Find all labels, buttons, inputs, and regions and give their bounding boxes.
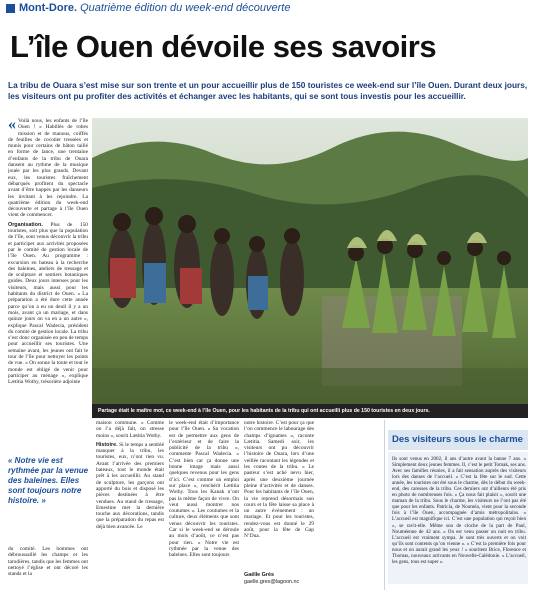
byline [244,572,334,585]
byline-email: gaelle.gres@lagoon.nc [244,578,300,585]
photo-illustration [92,118,528,404]
section-subtitle: Quatrième édition du week-end découverte [80,2,291,14]
col1-intro: Voilà nous, les enfants de l’île Ouen ! » Habillés de robes mission et de manous, coiffés de feuilles de cocotier tressées et munis pour certains de bâton taillé en forme de lance, une trentaine d’enfants de la tribu de Ouara dansent au rythme de la musique jouée par les plus grands. Devant eux, les touristes fraîchement débarqués profitent du spectacle avant d’être happés par les danseurs les invitant à les rejoindre. La quatrième édition du week-end découverte et partage à l’île Ouen vient de commencer. [8,118,88,219]
column-3: le week-end était d’importance pour l’île Ouen. « Sa vocation est de permettre aux gens de l’extérieur et de faire la publicité de la tribu », commente Pascal Wadecia. « C’est bien car ça donne une bonne image mais aussi quelques revenus pour les gens d’ici. C’est comme un emploi sur place », renchérit Lætitia Wothy. Tous les Kanak n’ont pas la même façon de vivre. On veut aussi montrer nos coutumes ». Les coutumes et la culture, deux éléments que sont venus découvrir les touristes. Car si le week-end se déroule au mois d’août, ce n’est pas pour rien. « Notre vie est rythmée par la venue des baleines. Elles sont toujours [169,420,239,559]
sidebar-divider [384,420,385,590]
article-photo [92,118,528,404]
article-lede: La tribu de Ouara s’est mise sur son trente et un pour accueillir plus de 150 touristes ce week-end sur l’île Ouen. Durant deux jours, les visiteurs ont pu profiter des activités et échanger avec les habitants, qui se sont tous investis pour les accueillir. [8,80,528,101]
sidebar-title: Des visiteurs sous le charme [392,434,523,445]
section-name: Mont-Dore. [19,2,78,14]
org-label: Organisation. [8,221,43,228]
article-headline: L’île Ouen dévoile ses savoirs [10,29,437,64]
sidebar-text: Ils sont venus en 2002, il ans d’autre avant la banne 7 ans. « Simplement deux jeunes femmes. Il, c’est le petit Tomak, ses ans. Avec ses familles réunies, il a fait sensation auprès des visiteurs lors des danses de l’accueil. « C’est la fête sur le sud. Cette année, les touristes ont été sous le charme, dès le début du week-end, des caresses de la tribu. Ces derniers ont d’ailleurs été pris en photo de nombreuses fois. « Ça nous fait plaisir », sourit une maman de la tribu. Sous le charme, les visiteurs ne l’ont pas été que pour les enfants. Patricia, de Nouméa, vient pour la seconde fois à l’île Ouen, accompagnée d’amis métropolitains. « L’accueil est magnifique ici. C’est une population qui reçoit bien », se ravit-elle. Même son de cloche de la part de Paul, Nouméenne de 42 ans. « On est venu passer un nuit en tribu. L’accueil est vraiment sympa. Je sont très ouverts et on voit qu’ils sont contents qu’on vienne ». « C’est la première fois pour nous et on aurait grand les yeux ! » souritent Brice, Florence et Thomas, nouveaux arrivants en Nouvelle-Calédonie. « L’accueil, les gens, tous est super ». [392,456,526,565]
column-4: notre histoire. C’est pour ça que l’on commence le labourage des champs d’ignames », raconte Lætitia. Samedi soir, les visiteurs ont pu découvrir l’histoire de Ouara, lors d’une veillée racontant les légendes et les contes de la tribu. « Le pasteur s’est aché nevu hier, après une deuxième journée pleine d’activités et de danses. Pour les habitants de l’île Ouen, la vie reprend désormais son cours et la fête laisse sa place à un autre événement : un mariage. Et pour les touristes, rendez-vous est donné le 29 août, pour la fête de Gap N’Dua. [244,420,314,540]
byline-name: Gaëlle Grès [244,572,274,578]
section-kicker [19,2,290,15]
col2-intro: maison commune. « Comme on l’a déjà fait, on stresse moins », sourit Lætitia Wothy. [96,420,164,439]
history-label: Histoire. [96,441,118,448]
column-1 [8,118,88,449]
photo-caption: Partage était le maître mot, ce week-end à l’île Ouen, pour les habitants de la tribu qui ont accueilli plus de 150 touristes en deux jours. [92,404,528,418]
drop-quote-icon: « [8,118,16,133]
pull-quote: « Notre vie est rythmée par la venue des baleines. Elles sont toujours notre histoire. » [8,456,89,505]
col2-body: Si le temps a semblé manquer à la tribu, les touristes, eux, n’ont rien vu. Avant l’arrivée des premiers bateaux, tout le monde était prêt à les accueillir. Au stand de sculpture, les garçons ont apporté du bois et disposé les pièces destinées à être vendues. Au stand de tressage, Emestine met la dernière touche aux décorations, tandis que la préparation du repas est déjà bien avancée. Le [96,441,164,530]
column-1-end: du comité. Les hommes ont débroussaillé les champs et les tarodières, tandis que les femmes ont nettoyé l’église et ont décoré les stands et la [8,546,88,578]
column-2 [96,420,164,590]
col1-body: Plus de 150 touristes, soit plus que la population de l’île, sont venus découvrir la tribu et participer aux activités proposées par le comité de gestion locale de l’île Ouen. Au programme : excursion en bateau à la recherche des baleines, ateliers de tressage et de sculpture et sentiers botaniques guidés. Deux jours intenses pour les visiteurs, mais aussi pour les habitants du district de Ouen. « La préparation a été dure cette année parce qu’on a eu un deuil il y a un mois, avant ça un mariage, et dans quinze jours on va en a un autre », explique Pascal Wadecia, président du comité de gestion locale. La tribu s’est donc organisée en peu de temps pour accueillir ses touristes. Une semaine avant, les jeunes ont fait le tour de l’île pour nettoyer les points de vue. « On sonne la toute et tout le monde est obligé de venir pour participer au ménage », explique Lætitia Wothy, trésorière adjointe [8,221,88,386]
section-marker [6,4,15,13]
